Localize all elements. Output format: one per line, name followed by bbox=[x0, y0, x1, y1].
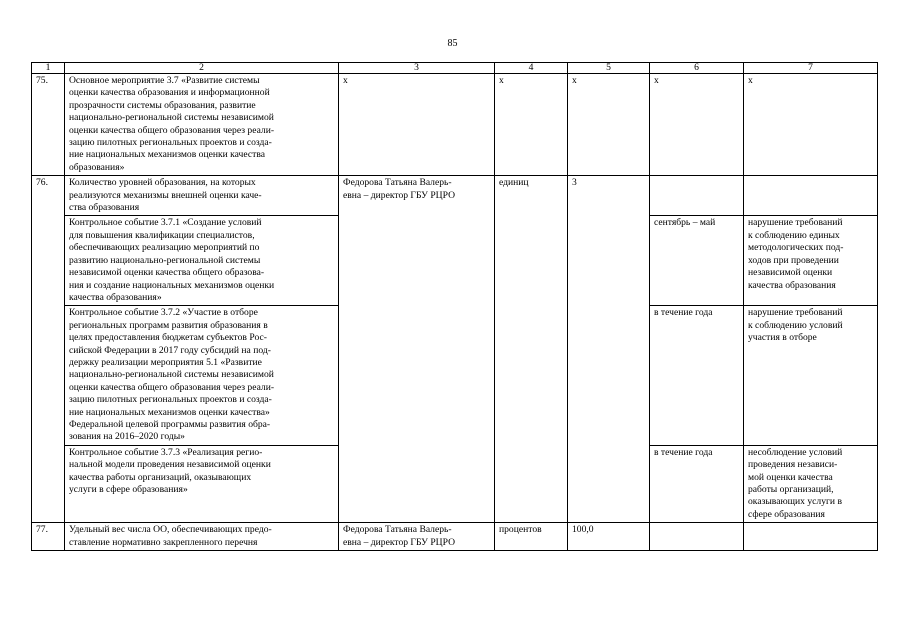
row-number: 77. bbox=[32, 523, 65, 551]
value-cell: х bbox=[568, 74, 650, 176]
risk-cell bbox=[744, 523, 878, 551]
risk-cell: нарушение требований к соблюдению условий участия в отборе bbox=[744, 306, 878, 445]
risk-cell bbox=[744, 176, 878, 216]
control-event-description: Контрольное событие 3.7.2 «Участие в отборе региональных программ развития образования в целях предоставления бюджетам субъектов Рос- сийской Федерации в 2017 году субсидий на под- держку реализации мероприятия 5.1 «Развитие национально-региональной системы независимой оценки качества общего образования через реали- зацию пилотных региональных проектов и созда- ние национальных механизмов оценки качества» Федеральной целевой программы развития обра- зования на 2016–2020 годы» bbox=[65, 306, 339, 445]
row-description: Удельный вес числа ОО, обеспечивающих предо- ставление нормативно закрепленного перечня bbox=[65, 523, 339, 551]
unit-cell: процентов bbox=[495, 523, 568, 551]
table-row bbox=[32, 176, 878, 216]
column-header: 5 bbox=[568, 63, 650, 74]
column-header: 3 bbox=[339, 63, 495, 74]
value-cell: 3 bbox=[568, 176, 650, 523]
responsible-cell: Федорова Татьяна Валерь- евна – директор ГБУ РЦРО bbox=[339, 176, 495, 523]
period-cell bbox=[650, 176, 744, 216]
column-header: 7 bbox=[744, 63, 878, 74]
risk-cell: нарушение требований к соблюдению единых методологических под- ходов при проведении независимой оценки качества образования bbox=[744, 216, 878, 306]
period-cell: сентябрь – май bbox=[650, 216, 744, 306]
value-cell: 100,0 bbox=[568, 523, 650, 551]
row-number: 75. bbox=[32, 74, 65, 176]
period-cell: х bbox=[650, 74, 744, 176]
risk-cell: х bbox=[744, 74, 878, 176]
risk-cell: несоблюдение условий проведения независи- мой оценки качества работы организаций, оказывающих услуги в сфере образования bbox=[744, 445, 878, 522]
page-number: 85 bbox=[447, 38, 458, 49]
column-header: 2 bbox=[65, 63, 339, 74]
column-header: 6 bbox=[650, 63, 744, 74]
table-row bbox=[32, 74, 878, 176]
period-cell bbox=[650, 523, 744, 551]
control-event-description: Контрольное событие 3.7.1 «Создание условий для повышения квалификации специалистов, обеспечивающих реализацию мероприятий по развитию национально-региональной системы независимой оценки качества общего образова- ния и создание национальных механизмов оценки качества образования» bbox=[65, 216, 339, 306]
control-event-description: Контрольное событие 3.7.3 «Реализация регио- нальной модели проведения независимой оценки качества работы организаций, оказывающих услуги в сфере образования» bbox=[65, 445, 339, 522]
responsible-cell: Федорова Татьяна Валерь- евна – директор ГБУ РЦРО bbox=[339, 523, 495, 551]
unit-cell: х bbox=[495, 74, 568, 176]
row-description: Основное мероприятие 3.7 «Развитие системы оценки качества образования и информационной прозрачности системы образования, развитие национально-региональной системы независимой оценки качества общего образования через реали- зацию пилотных региональных проектов и созда- ние национальных механизмов оценки качества образования» bbox=[65, 74, 339, 176]
row-number: 76. bbox=[32, 176, 65, 523]
table-row bbox=[32, 523, 878, 551]
column-header-row bbox=[32, 63, 878, 74]
responsible-cell: х bbox=[339, 74, 495, 176]
unit-cell: единиц bbox=[495, 176, 568, 523]
activities-table bbox=[31, 62, 878, 551]
column-header: 4 bbox=[495, 63, 568, 74]
period-cell: в течение года bbox=[650, 445, 744, 522]
column-header: 1 bbox=[32, 63, 65, 74]
row-description: Количество уровней образования, на которых реализуются механизмы внешней оценки каче- ства образования bbox=[65, 176, 339, 216]
period-cell: в течение года bbox=[650, 306, 744, 445]
